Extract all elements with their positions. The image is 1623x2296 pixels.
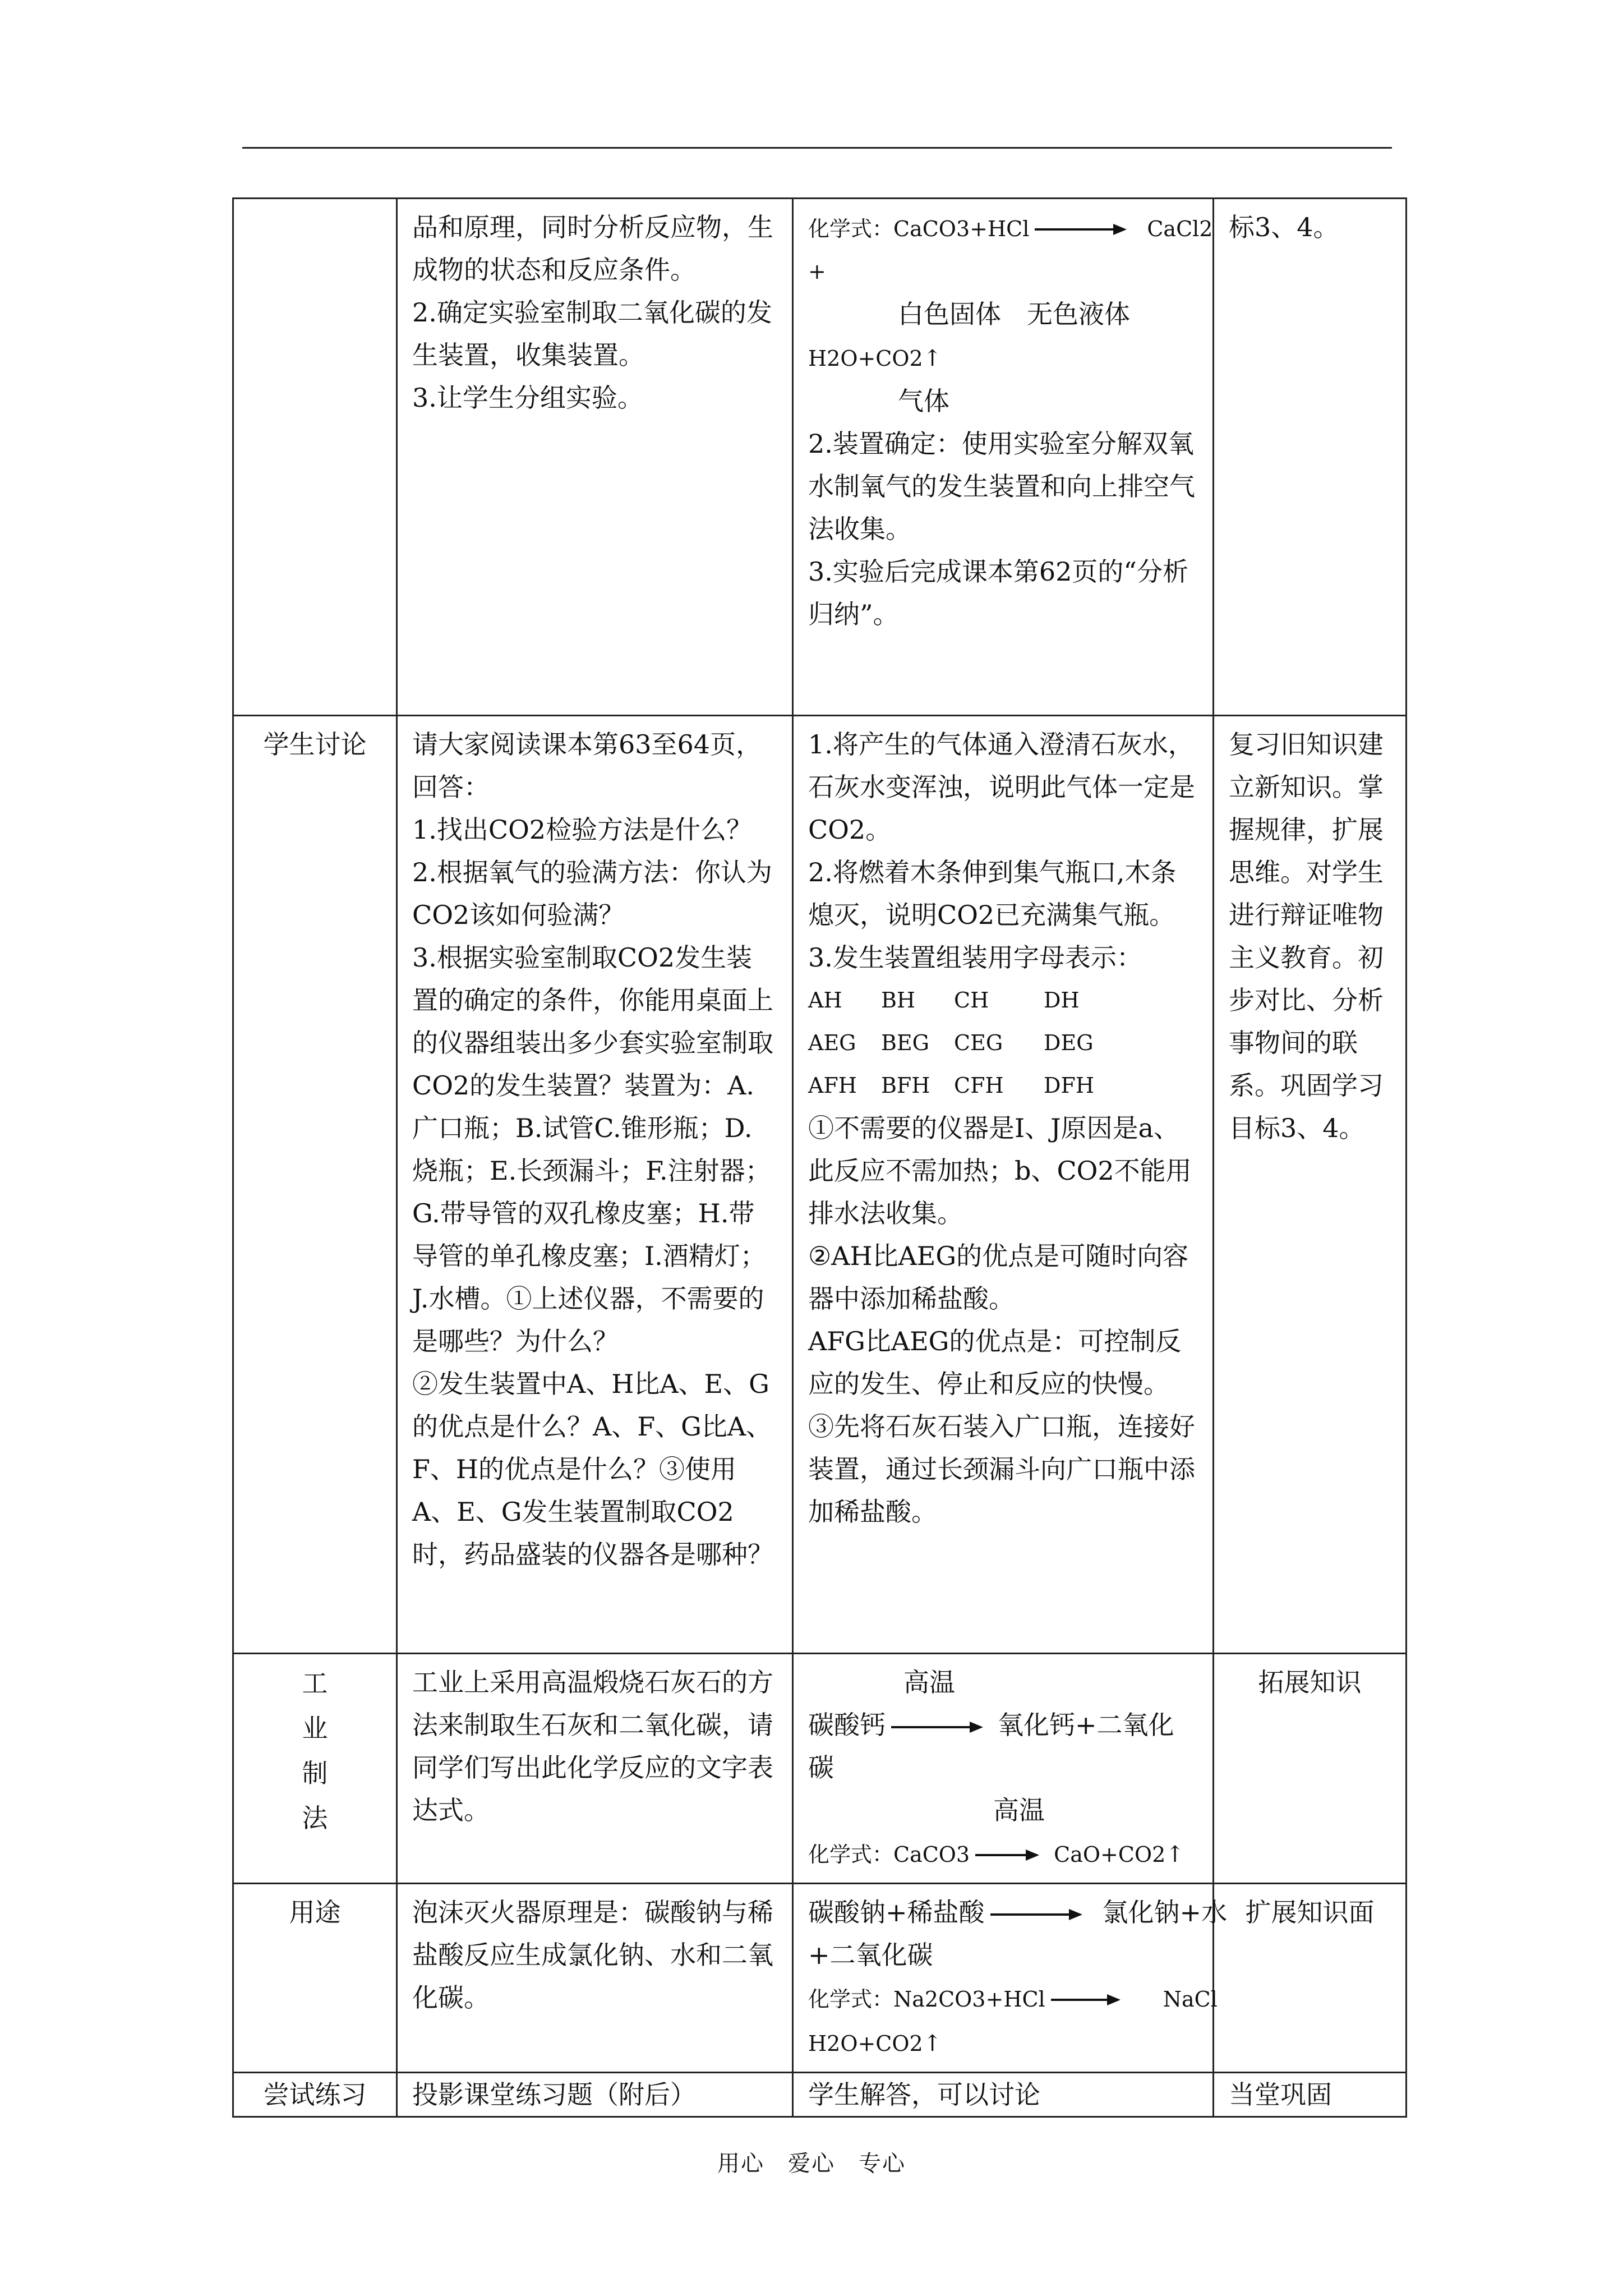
- arrow-icon: [891, 1726, 981, 1728]
- student-text: 3.实验后完成课本第62页的“分析归纳”。: [808, 556, 1188, 629]
- teacher-text: 3.根据实验室制取CO2发生装置的确定的条件，你能用桌面上的仪器组装出多少套实验室制取CO2的发生装置？装置为：A.广口瓶；B.试管C.锥形瓶；D.烧瓶；E.长颈漏斗；F.注射器；G.带导管的双孔橡皮塞；H.带导管的单孔橡皮塞；I.酒精灯；J.水槽。①上述仪器，不需要的是哪些？为什么？: [412, 942, 773, 1356]
- combo-row: [808, 1022, 1198, 1064]
- word-equation: [808, 1891, 1228, 1934]
- header-rule: [242, 147, 1392, 149]
- equation-line: [808, 1976, 1218, 2021]
- equation-lhs: 化学式：CaCO3+HCl: [808, 217, 1030, 241]
- combo-item: DEG: [1044, 1030, 1094, 1055]
- arrow-icon: [1035, 228, 1124, 231]
- page-footer: 用心 爱心 专心: [717, 2151, 906, 2177]
- table-row: [233, 1884, 1407, 2073]
- row3-stage-cell: [233, 1654, 397, 1884]
- row5-student-cell: 学生解答，可以讨论: [793, 2073, 1214, 2117]
- equation-lhs: 化学式：Na2CO3+HCl: [808, 1987, 1045, 2012]
- combo-item: DH: [1044, 988, 1080, 1013]
- row4-stage-cell: 用途: [233, 1884, 397, 2073]
- row4-student-cell: [793, 1884, 1228, 2073]
- equation-line: [808, 206, 1213, 250]
- word-lhs: 碳酸钠+稀盐酸: [808, 1897, 985, 1927]
- equation-rhs: NaCl: [1163, 1987, 1218, 2012]
- teacher-text: 2.根据氧气的验满方法：你认为CO2该如何验满？: [412, 857, 772, 930]
- row2-goal-cell: 复习旧知识建立新知识。掌握规律，扩展思维。对学生进行辩证唯物主义教育。初步对比、分析事物间的联系。巩固学习目标3、4。: [1214, 716, 1407, 1654]
- combo-item: BH: [881, 988, 916, 1013]
- student-text: AFG比AEG的优点是：可控制反应的发生、停止和反应的快慢。: [808, 1326, 1182, 1399]
- equation-line: [808, 1832, 1198, 1876]
- row4-goal-cell: 扩展知识面: [1214, 1884, 1407, 2073]
- word-rhs: 氧化钙+二氧化: [998, 1710, 1174, 1740]
- arrow-icon: [990, 1913, 1080, 1916]
- gas-arrow-icon: ↑: [923, 2031, 942, 2056]
- teacher-text: 品和原理，同时分析反应物，生成物的状态和反应条件。: [412, 212, 773, 285]
- equation-rhs: CaO+CO2: [1054, 1842, 1166, 1867]
- combo-item: BFH: [881, 1073, 930, 1098]
- row5-stage-cell: 尝试练习: [233, 2073, 397, 2117]
- condition-label: 高温: [993, 1795, 1045, 1825]
- row1-teacher-cell: [397, 199, 793, 716]
- equation-lhs: 化学式：CaCO3: [808, 1842, 970, 1867]
- word-lhs: 碳酸钙: [808, 1710, 886, 1740]
- stage-char: 制: [302, 1758, 328, 1788]
- word-equation: [808, 1704, 1198, 1746]
- row1-goal-cell: 标3、4。: [1214, 199, 1407, 716]
- student-text: ③先将石灰石装入广口瓶，连接好装置，通过长颈漏斗向广口瓶中添加稀盐酸。: [808, 1411, 1195, 1527]
- equation-tail-line: [808, 2021, 1198, 2065]
- row5-teacher-cell: 投影课堂练习题（附后）: [397, 2073, 793, 2117]
- stage-char: 工: [302, 1668, 328, 1699]
- arrow-icon: [1051, 1999, 1118, 2001]
- row4-teacher-cell: 泡沫灭火器原理是：碳酸钠与稀盐酸反应生成氯化钠、水和二氧化碳。: [397, 1884, 793, 2073]
- stage-char: 业: [302, 1713, 328, 1743]
- combo-row: [808, 1064, 1198, 1107]
- state-label-gas: 气体: [898, 386, 949, 416]
- equation-tail-line: [808, 335, 1198, 380]
- row3-goal-cell: 拓展知识: [1214, 1654, 1407, 1884]
- teacher-text: 3.让学生分组实验。: [412, 383, 643, 413]
- equation-plus: +: [808, 259, 826, 284]
- student-text: 2.将燃着木条伸到集气瓶口,木条熄灭，说明CO2已充满集气瓶。: [808, 857, 1177, 930]
- condition-label: 高温: [903, 1667, 955, 1697]
- row3-teacher-cell: 工业上采用高温煅烧石灰石的方法来制取生石灰和二氧化碳，请同学们写出此化学反应的文字表达式。: [397, 1654, 793, 1884]
- combo-item: AEG: [808, 1030, 856, 1055]
- combo-item: CH: [954, 988, 989, 1013]
- teacher-text: 2.确定实验室制取二氧化碳的发生装置，收集装置。: [412, 297, 772, 370]
- gas-arrow-icon: ↑: [1165, 1842, 1184, 1867]
- row5-goal-cell: 当堂巩固: [1214, 2073, 1407, 2117]
- arrow-icon: [975, 1854, 1037, 1856]
- row2-teacher-cell: [397, 716, 793, 1654]
- row1-student-cell: [793, 199, 1214, 716]
- teacher-text: 1.找出CO2检验方法是什么？: [412, 815, 753, 845]
- table-row: [233, 716, 1407, 1654]
- row3-student-cell: [793, 1654, 1214, 1884]
- word-rhs-cont: +二氧化碳: [808, 1940, 933, 1970]
- teacher-text: 请大家阅读课本第63至64页，回答：: [412, 729, 762, 802]
- combo-row: [808, 979, 1198, 1022]
- equation-rhs: CaCl2: [1147, 217, 1213, 241]
- stage-char: 法: [302, 1803, 328, 1833]
- combo-item: DFH: [1044, 1073, 1094, 1098]
- combo-item: CFH: [954, 1073, 1004, 1098]
- combo-item: CEG: [954, 1030, 1003, 1055]
- table-row: [233, 2073, 1407, 2117]
- equation-tail: H2O+CO2: [808, 346, 923, 371]
- lesson-table: [232, 197, 1407, 2118]
- teacher-text: ②发生装置中A、H比A、E、G的优点是什么？A、F、G比A、F、H的优点是什么？③使用A、E、G发生装置制取CO2时，药品盛装的仪器各是哪种？: [412, 1369, 773, 1570]
- table-row: [233, 199, 1407, 716]
- combo-item: AH: [808, 988, 842, 1013]
- student-text: ②AH比AEG的优点是可随时向容器中添加稀盐酸。: [808, 1241, 1189, 1314]
- state-labels: 白色固体 无色液体: [898, 299, 1130, 329]
- student-text: 3.发生装置组装用字母表示：: [808, 942, 1142, 973]
- word-rhs-cont: 碳: [808, 1752, 834, 1783]
- student-text: ①不需要的仪器是I、J原因是a、此反应不需加热；b、CO2不能用排水法收集。: [808, 1113, 1192, 1228]
- equation-tail: H2O+CO2: [808, 2031, 923, 2056]
- table-row: [233, 1654, 1407, 1884]
- combo-item: BEG: [881, 1030, 930, 1055]
- combo-item: AFH: [808, 1073, 857, 1098]
- row2-student-cell: [793, 716, 1214, 1654]
- student-text: 1.将产生的气体通入澄清石灰水，石灰水变浑浊，说明此气体一定是CO2。: [808, 729, 1195, 845]
- student-text: 2.装置确定：使用实验室分解双氧水制氧气的发生装置和向上排空气法收集。: [808, 429, 1195, 544]
- word-rhs: 氯化钠+水: [1102, 1897, 1228, 1927]
- row2-stage-cell: 学生讨论: [233, 716, 397, 1654]
- row1-stage-cell: [233, 199, 397, 716]
- gas-arrow-icon: ↑: [923, 346, 942, 371]
